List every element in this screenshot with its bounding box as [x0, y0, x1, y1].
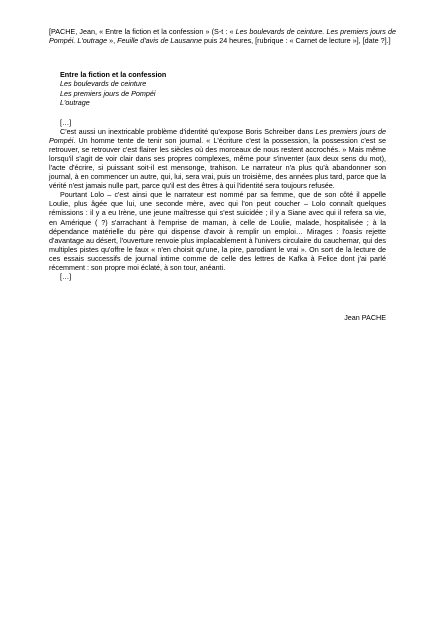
- ellipsis-close: […]: [60, 271, 72, 281]
- citation-text: »,: [107, 36, 118, 46]
- paragraph-text: . Un homme tente de tenir son journal. « L'écriture c'est la possession, la possession c'est se retrouver, se retrouver c'est flairer les siècles où des morceaux de nous restent accrochés. » Mais même lorsqu'il s'agit de voir clair dans ses propres complexes, même pour s'inventer (aux deux sens du mot), l'acte d'écrire, si puissant soit-il est mensonge, trahison. Le narrateur n'a plus qu'à abandonner son journal, à en commencer un autre, qui, lui, sera vrai, puis un troisième, des années plus tard, parce que la vérité n'est jamais nulle part, parce qu'il est des êtres à qui l'identité sera toujours refusée.: [49, 136, 386, 191]
- citation-newspaper: Feuille d'avis de Lausanne: [117, 36, 203, 46]
- paragraph: Pourtant Lolo – c'est ainsi que le narrateur est nommé par sa femme, que de son côté il appelle Loulie, plus âgée que lui, une seconde mère, avec qui l'on peut coucher – Lolo connaît quelques rémissions : il y a eu Irène, une jeune maîtresse qui s'est suicidée ; il y a Siane avec qui il refera sa vie, en Amérique ( ?) s'arrachant à l'emprise de maman, à celle de Loulie, malade, hospitalisée ; à la dépendance matérielle du père qui dispense d'avoir à remplir un emploi… Mirages : l'oasis rejette d'avantage au désert, l'ouverture renvoie plus implacablement à l'univers circulaire du cauchemar, qui des multiples pistes qu'offre le faux « n'en choisit qu'une, la pire, parodiant le vrai ». On sort de la lecture de ces essais successifs de journal intime comme de celle des lettres de Kafka à Felice dont j'ai parlé récemment : son propre moi éclaté, à son tour, anéanti.: [49, 190, 386, 272]
- book-title: Les boulevards de ceinture: [60, 79, 147, 89]
- article-heading: [60, 70, 360, 107]
- citation-titles: Les boulevards de ceinture. Les premiers jours de Pompéi. L'outrage: [49, 27, 396, 46]
- paragraph-text: C'est aussi un inextricable problème d'identité qu'expose Boris Schreiber dans: [60, 127, 316, 137]
- book-title-inline: Les premiers jours de Pompéi: [49, 127, 386, 146]
- ellipsis-open: […]: [60, 118, 72, 127]
- author-signature: Jean PACHE: [344, 313, 386, 322]
- article-title: Entre la fiction et la confession: [60, 70, 167, 79]
- citation-text: [PACHE, Jean, « Entre la fiction et la confession » (S-t : «: [49, 27, 236, 36]
- citation: [49, 27, 396, 45]
- citation-text: puis 24 heures, [rubrique : « Carnet de lecture »], [date ?].]: [202, 36, 391, 46]
- article-body: [49, 118, 386, 281]
- book-title: L'outrage: [60, 97, 90, 107]
- paragraph: [49, 127, 386, 190]
- book-title: Les premiers jours de Pompéi: [60, 88, 156, 98]
